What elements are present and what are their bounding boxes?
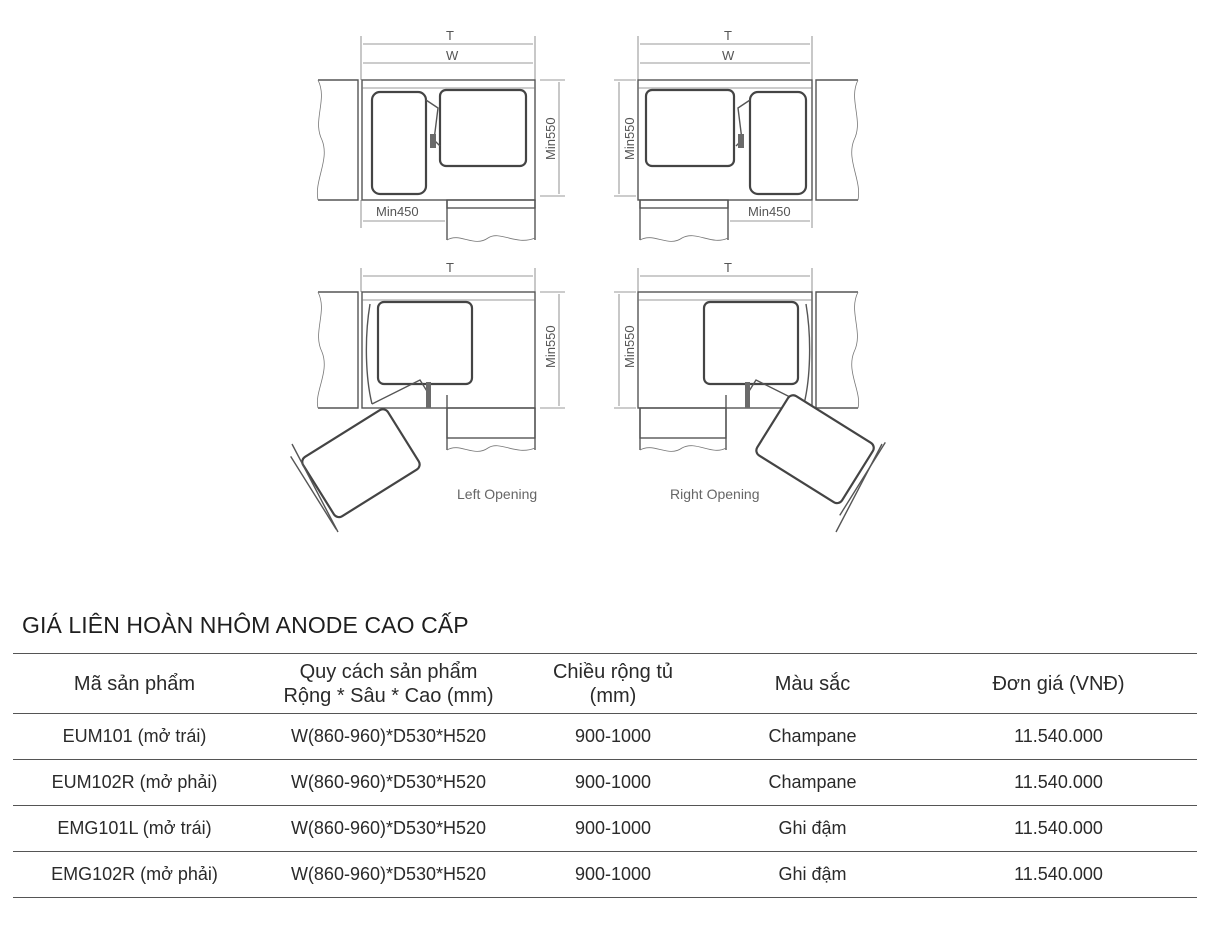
dim-t-label: T: [724, 28, 732, 43]
header-unit-price: Đơn giá (VNĐ): [920, 654, 1197, 714]
diagram-top-right: [614, 28, 859, 241]
header-cabinet-width: Chiều rộng tủ (mm): [521, 654, 705, 714]
specification-cell: W(860-960)*D530*H520: [256, 852, 521, 898]
product-code-cell: EMG102R (mở phải): [13, 852, 256, 898]
dim-min450-label: Min450: [376, 204, 419, 219]
product-code-cell: EMG101L (mở trái): [13, 806, 256, 852]
dim-min550-label: Min550: [543, 325, 558, 368]
color-cell: Champane: [705, 714, 920, 760]
price-table: [13, 653, 1197, 898]
cabinet-width-cell: 900-1000: [521, 806, 705, 852]
unit-price-cell: 11.540.000: [920, 714, 1197, 760]
table-row: [13, 852, 1197, 898]
dim-w-label: W: [722, 48, 735, 63]
color-cell: Ghi đậm: [705, 852, 920, 898]
table-row: [13, 760, 1197, 806]
dim-min550-label: Min550: [622, 117, 637, 160]
color-cell: Champane: [705, 760, 920, 806]
price-section-title: GIÁ LIÊN HOÀN NHÔM ANODE CAO CẤP: [22, 612, 469, 638]
header-color: Màu sắc: [705, 654, 920, 714]
color-cell: Ghi đậm: [705, 806, 920, 852]
product-code-cell: EUM101 (mở trái): [13, 714, 256, 760]
header-specification: Quy cách sản phẩm Rộng * Sâu * Cao (mm): [256, 654, 521, 714]
table-row: [13, 714, 1197, 760]
unit-price-cell: 11.540.000: [920, 806, 1197, 852]
dim-t-label: T: [446, 28, 454, 43]
dim-min450-label: Min450: [748, 204, 791, 219]
diagram-bottom-right: [614, 260, 885, 532]
diagram-bottom-left: [291, 260, 565, 532]
left-opening-caption: Left Opening: [457, 486, 538, 502]
product-code-cell: EUM102R (mở phải): [13, 760, 256, 806]
unit-price-cell: 11.540.000: [920, 760, 1197, 806]
table-row: [13, 806, 1197, 852]
dim-w-label: W: [446, 48, 459, 63]
dim-t-label: T: [724, 260, 732, 275]
cabinet-width-cell: 900-1000: [521, 852, 705, 898]
cabinet-width-cell: 900-1000: [521, 760, 705, 806]
right-opening-caption: Right Opening: [670, 486, 760, 502]
unit-price-cell: 11.540.000: [920, 852, 1197, 898]
specification-cell: W(860-960)*D530*H520: [256, 806, 521, 852]
specification-cell: W(860-960)*D530*H520: [256, 714, 521, 760]
specification-cell: W(860-960)*D530*H520: [256, 760, 521, 806]
table-header-row: [13, 654, 1197, 714]
dim-min550-label: Min550: [622, 325, 637, 368]
dim-min550-label: Min550: [543, 117, 558, 160]
cabinet-width-cell: 900-1000: [521, 714, 705, 760]
header-product-code: Mã sản phẩm: [13, 654, 256, 714]
dim-t-label: T: [446, 260, 454, 275]
diagram-top-left: [317, 28, 565, 241]
